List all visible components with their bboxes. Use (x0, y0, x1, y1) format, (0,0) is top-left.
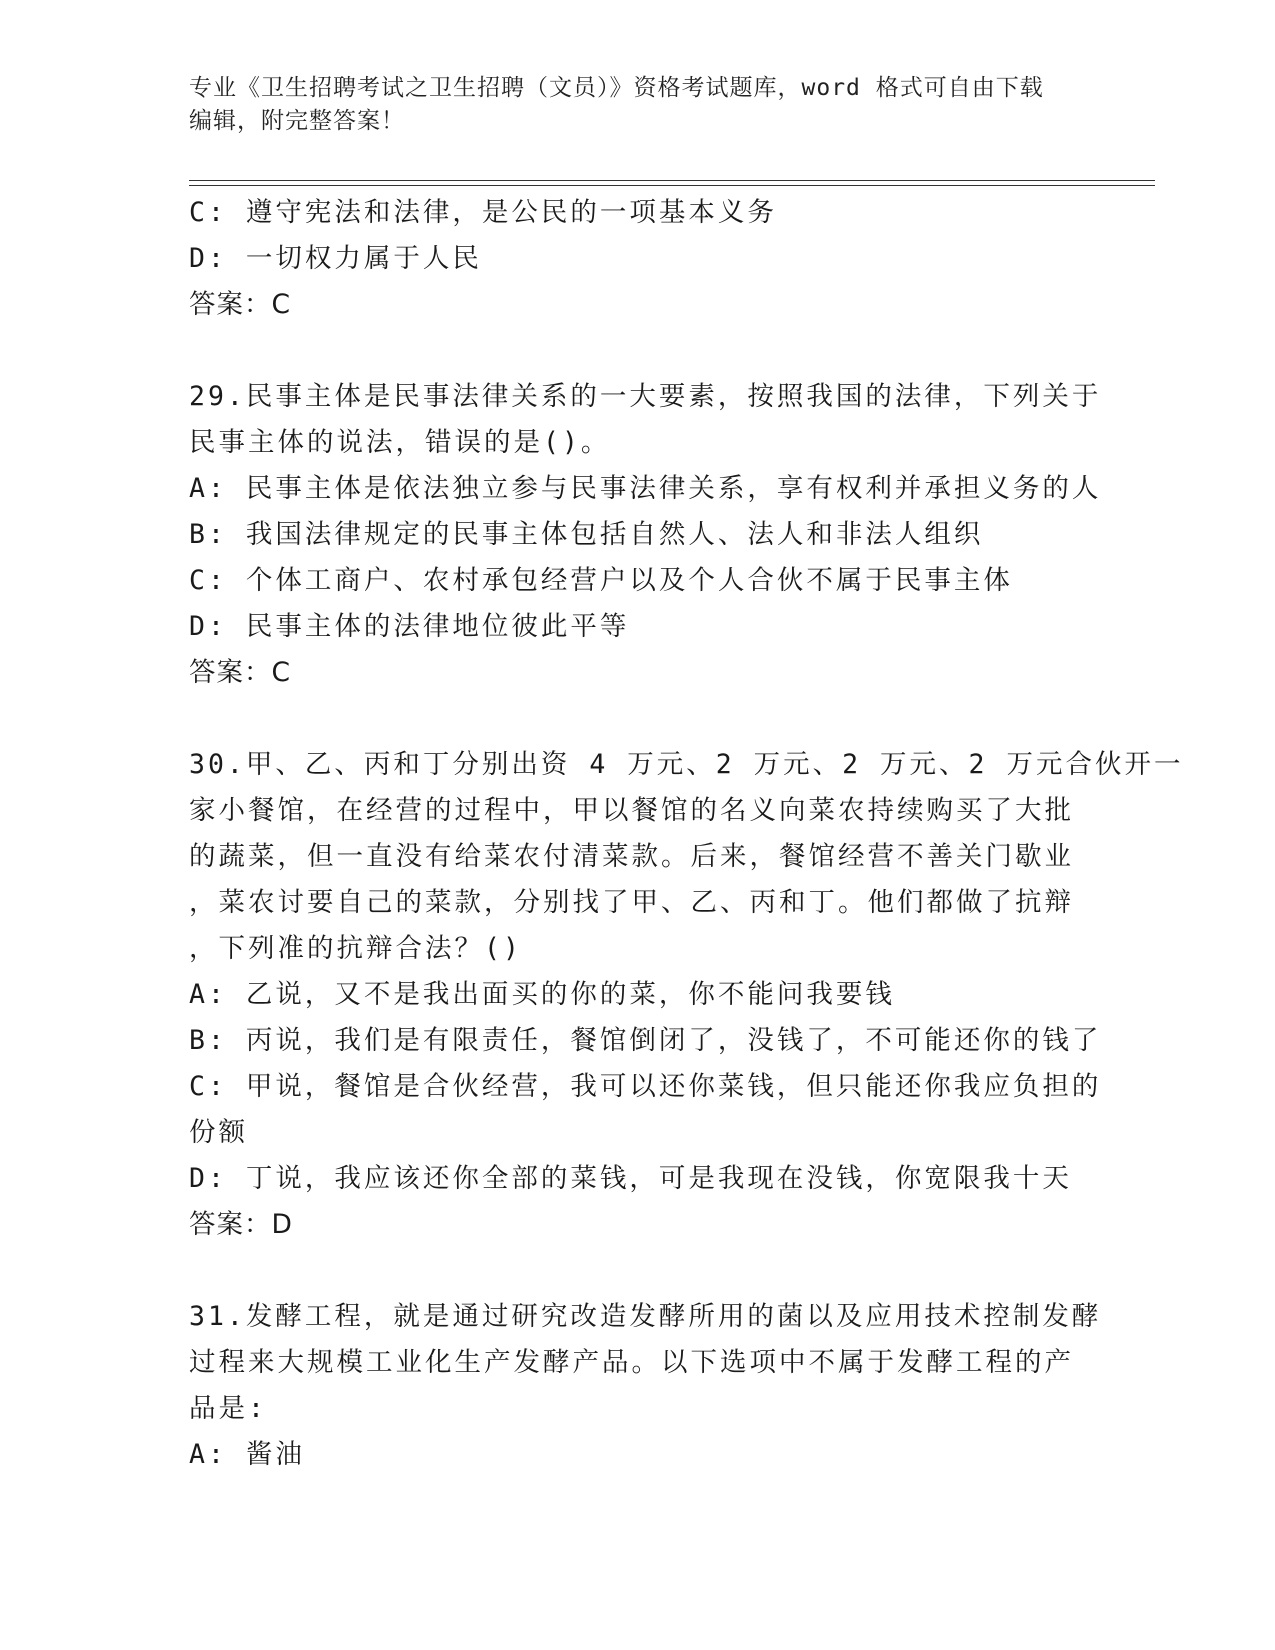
header-line-2: 编辑，附完整答案！ (189, 108, 405, 134)
question-stem: 民事主体的说法，错误的是()。 (189, 427, 611, 458)
option-d: D: 丁说，我应该还你全部的菜钱，可是我现在没钱，你宽限我十天 (189, 1163, 1072, 1194)
question-31 (189, 1294, 1102, 1478)
question-stem: 31.发酵工程，就是通过研究改造发酵所用的菌以及应用技术控制发酵 (189, 1301, 1102, 1332)
question-28 (189, 190, 1089, 328)
question-stem: 30.甲、乙、丙和丁分别出资 4 万元、2 万元、2 万元、2 万元合伙开一 (189, 749, 1184, 780)
option-a: A: 民事主体是依法独立参与民事法律关系，享有权利并承担义务的人 (189, 473, 1102, 504)
option-c: C: 个体工商户、农村承包经营户以及个人合伙不属于民事主体 (189, 565, 1013, 596)
answer: 答案：C (189, 657, 292, 688)
option-c: C: 遵守宪法和法律，是公民的一项基本义务 (189, 197, 777, 228)
option-b: B: 丙说，我们是有限责任，餐馆倒闭了，没钱了，不可能还你的钱了 (189, 1025, 1102, 1056)
question-stem: ，菜农讨要自己的菜款，分别找了甲、乙、丙和丁。他们都做了抗辩 (189, 887, 1074, 918)
option-b: B: 我国法律规定的民事主体包括自然人、法人和非法人组织 (189, 519, 984, 550)
question-stem: 家小餐馆，在经营的过程中，甲以餐馆的名义向菜农持续购买了大批 (189, 795, 1074, 826)
option-d: D: 一切权力属于人民 (189, 243, 482, 274)
option-a: A: 酱油 (189, 1439, 305, 1470)
question-stem: 品是: (189, 1393, 267, 1424)
option-a: A: 乙说，又不是我出面买的你的菜，你不能问我要钱 (189, 979, 895, 1010)
question-stem: 29.民事主体是民事法律关系的一大要素，按照我国的法律，下列关于 (189, 381, 1102, 412)
answer: 答案：D (189, 1209, 293, 1240)
header-divider-bottom (189, 185, 1155, 186)
header-divider-top (189, 180, 1155, 181)
question-stem: ，下列准的抗辩合法？() (189, 933, 522, 964)
header-line-1: 专业《卫生招聘考试之卫生招聘（文员）》资格考试题库，word 格式可自由下载 (189, 75, 1044, 101)
question-29 (189, 374, 1102, 696)
option-d: D: 民事主体的法律地位彼此平等 (189, 611, 630, 642)
question-30 (189, 742, 1184, 1248)
question-stem: 的蔬菜，但一直没有给菜农付清菜款。后来，餐馆经营不善关门歇业 (189, 841, 1074, 872)
answer: 答案：C (189, 289, 292, 320)
page-header (189, 72, 1089, 138)
question-stem: 过程来大规模工业化生产发酵产品。以下选项中不属于发酵工程的产 (189, 1347, 1074, 1378)
option-c: C: 甲说，餐馆是合伙经营，我可以还你菜钱，但只能还你我应负担的 (189, 1071, 1102, 1102)
option-c-continued: 份额 (189, 1117, 248, 1148)
question-list (189, 190, 1184, 1478)
